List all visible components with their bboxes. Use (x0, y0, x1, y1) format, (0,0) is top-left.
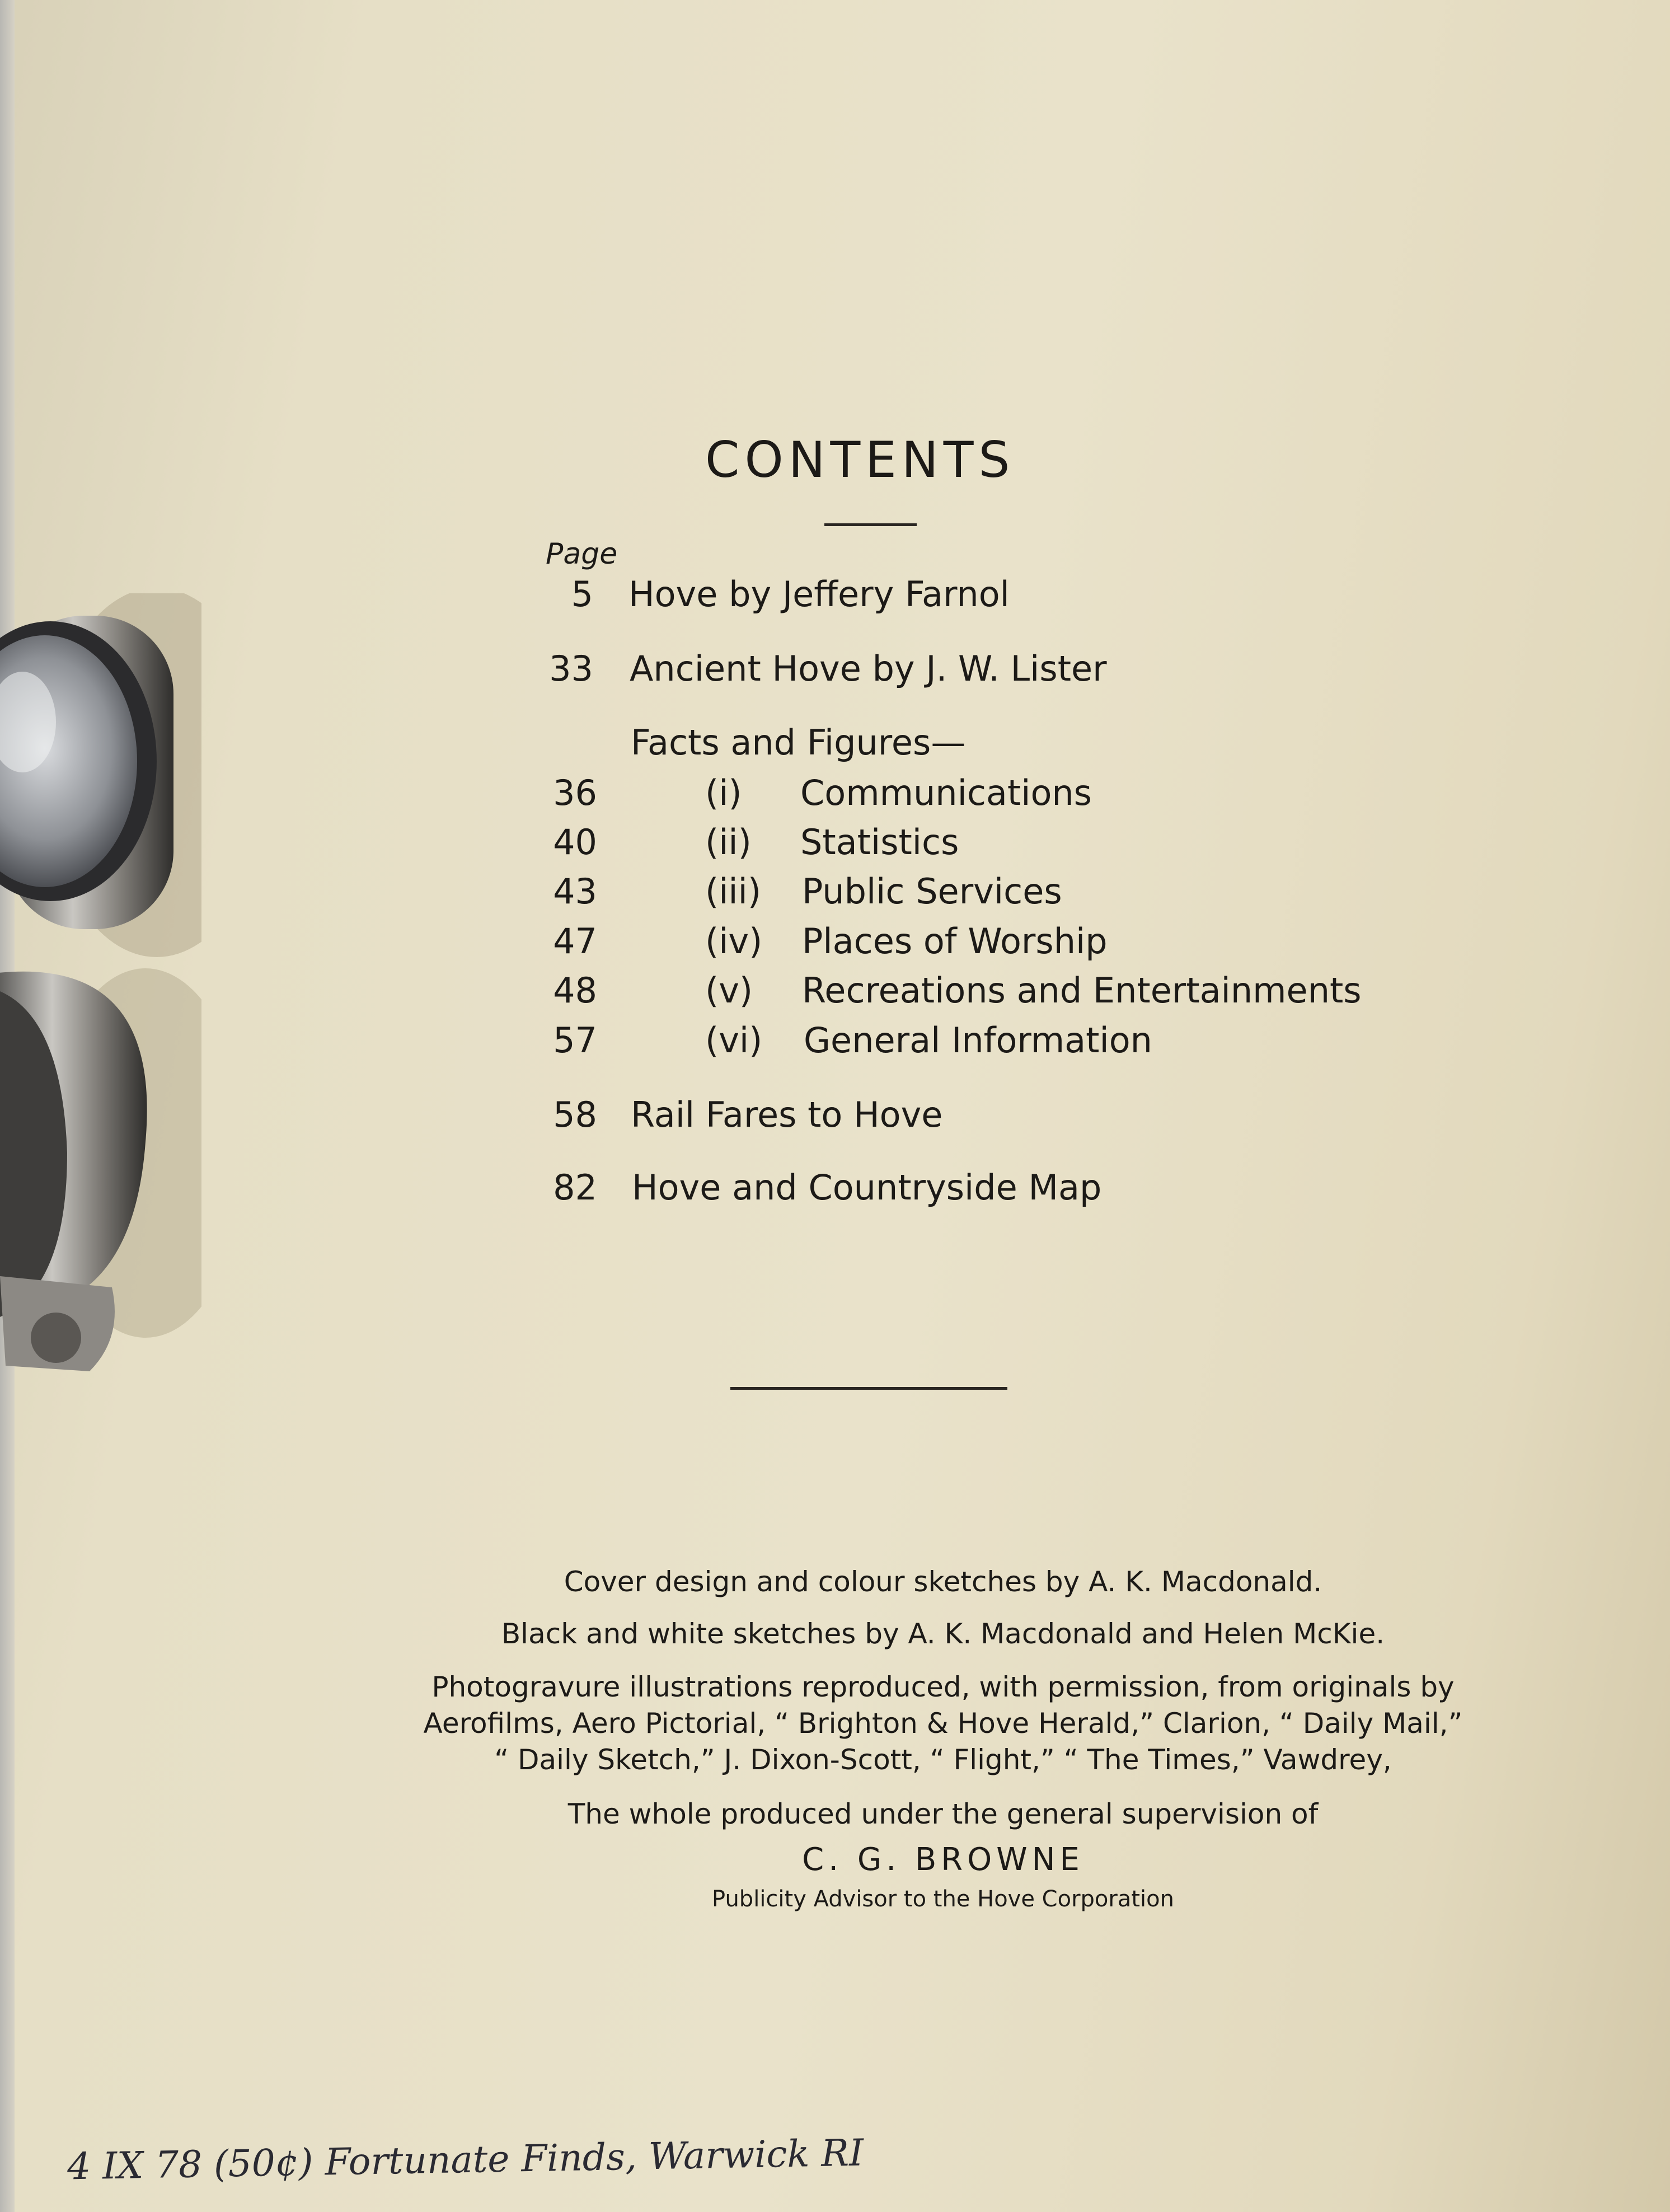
toc-title: Hove by Jeffery Farnol (628, 574, 1010, 615)
toc-title: Public Services (802, 871, 1062, 912)
credit-photogravure: Photogravure illustrations reproduced, with permission, from originals by (431, 1671, 1455, 1703)
toc-page-number: 58 (553, 1094, 597, 1135)
toc-page-number: 82 (553, 1167, 597, 1208)
toc-title: Rail Fares to Hove (631, 1094, 943, 1135)
credit-supervision: The whole produced under the general supervision of (567, 1798, 1319, 1830)
toc-page-number: 47 (553, 921, 597, 962)
toc-page-number: 5 (571, 574, 593, 615)
credit-sketches: Black and white sketches by A. K. Macdonald and Helen McKie. (501, 1618, 1385, 1650)
toc-page-number: 57 (553, 1020, 597, 1061)
heading-rule (824, 523, 917, 526)
toc-title: Hove and Countryside Map (632, 1167, 1102, 1208)
credit-sources: Aerofilms, Aero Pictorial, “ Brighton & Hove Herald,” Clarion, “ Daily Mail,” (423, 1707, 1463, 1740)
toc-page-number: 40 (553, 822, 597, 863)
toc-roman-numeral: (vi) (705, 1020, 763, 1061)
toc-title: Statistics (800, 822, 959, 863)
toc-title: General Information (804, 1020, 1152, 1061)
magnifier-loupe (0, 593, 201, 1433)
toc-roman-numeral: (v) (705, 970, 753, 1011)
toc-roman-numeral: (iii) (705, 871, 762, 912)
toc-page-number: 48 (553, 970, 597, 1011)
handwritten-note: 4 IX 78 (50¢) Fortunate Finds, Warwick RI (67, 2131, 864, 2188)
credit-cover-design: Cover design and colour sketches by A. K. Macdonald. (564, 1566, 1322, 1598)
toc-title: Recreations and Entertainments (802, 970, 1362, 1011)
toc-title: Communications (800, 772, 1092, 813)
toc-roman-numeral: (ii) (705, 822, 752, 863)
supervisor-role: Publicity Advisor to the Hove Corporation (712, 1886, 1174, 1912)
toc-title: Places of Worship (802, 921, 1108, 962)
toc-roman-numeral: (iv) (705, 921, 763, 962)
credit-sources-cont: “ Daily Sketch,” J. Dixon-Scott, “ Flight,” “ The Times,” Vawdrey, (494, 1744, 1392, 1776)
toc-page-number: 43 (553, 871, 597, 912)
page-column-label: Page (546, 537, 618, 571)
toc-title: Facts and Figures— (631, 722, 966, 763)
contents-heading: CONTENTS (705, 431, 1015, 489)
supervisor-name: C. G. BROWNE (802, 1841, 1084, 1878)
section-rule (730, 1387, 1007, 1390)
toc-page-number: 36 (553, 772, 597, 813)
toc-roman-numeral: (i) (705, 772, 742, 813)
toc-title: Ancient Hove by J. W. Lister (630, 648, 1107, 689)
toc-page-number: 33 (549, 648, 593, 689)
